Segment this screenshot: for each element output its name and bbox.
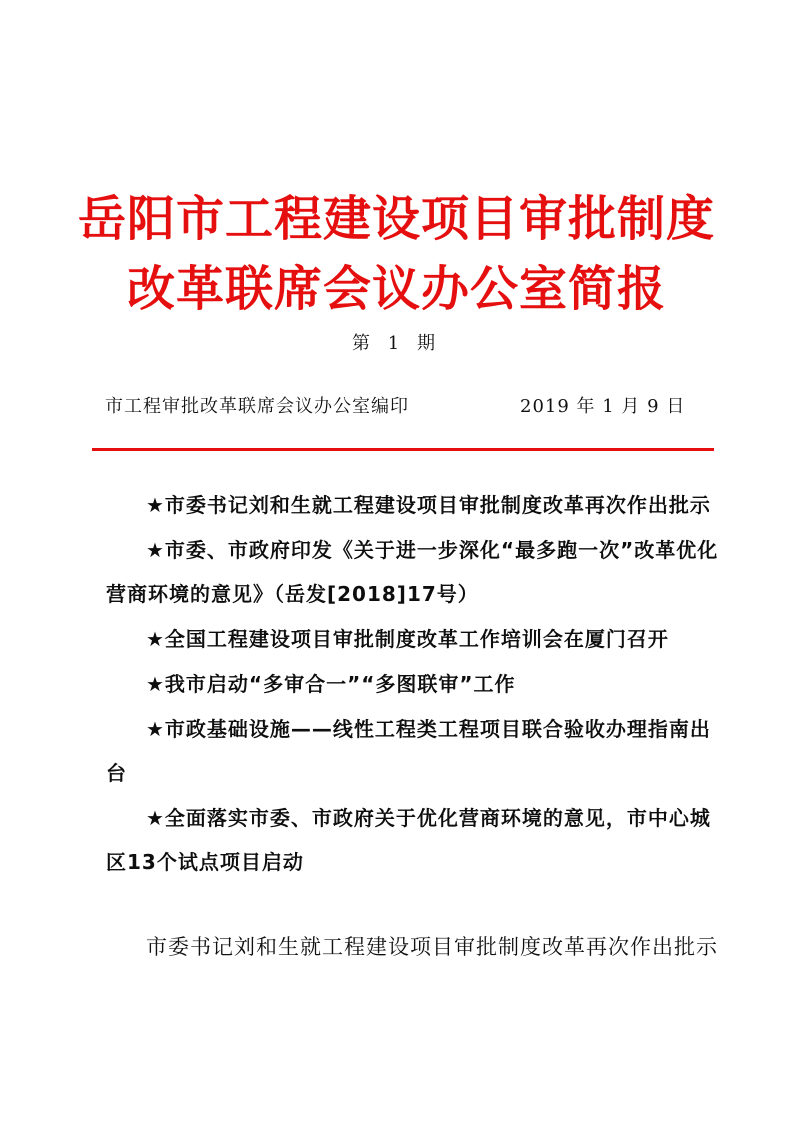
- table-of-contents: [106, 483, 721, 885]
- publish-date: 2019 年 1 月 9 日: [520, 396, 686, 417]
- toc-item: ★市政基础设施——线性工程类工程项目联合验收办理指南出台: [106, 717, 711, 785]
- toc-item: ★全国工程建设项目审批制度改革工作培训会在厦门召开: [146, 627, 669, 651]
- toc-item: ★全面落实市委、市政府关于优化营商环境的意见，市中心城区13个试点项目启动: [106, 806, 711, 874]
- report-title-line-2: 改革联席会议办公室简报: [126, 261, 666, 317]
- section-title: 市委书记刘和生就工程建设项目审批制度改革再次作出批示: [146, 935, 718, 959]
- report-title-line-1: 岳阳市工程建设项目审批制度: [77, 191, 715, 247]
- red-divider-line: [92, 448, 714, 451]
- toc-item: ★市委、市政府印发《关于进一步深化“最多跑一次”改革优化营商环境的意见》（岳发[2018]17号）: [106, 538, 719, 606]
- toc-item: ★市委书记刘和生就工程建设项目审批制度改革再次作出批示: [146, 493, 711, 517]
- toc-item: ★我市启动“多审合一”“多图联审”工作: [146, 672, 516, 696]
- publisher: 市工程审批改革联席会议办公室编印: [105, 396, 409, 417]
- issue-number: 第 1 期: [352, 333, 441, 354]
